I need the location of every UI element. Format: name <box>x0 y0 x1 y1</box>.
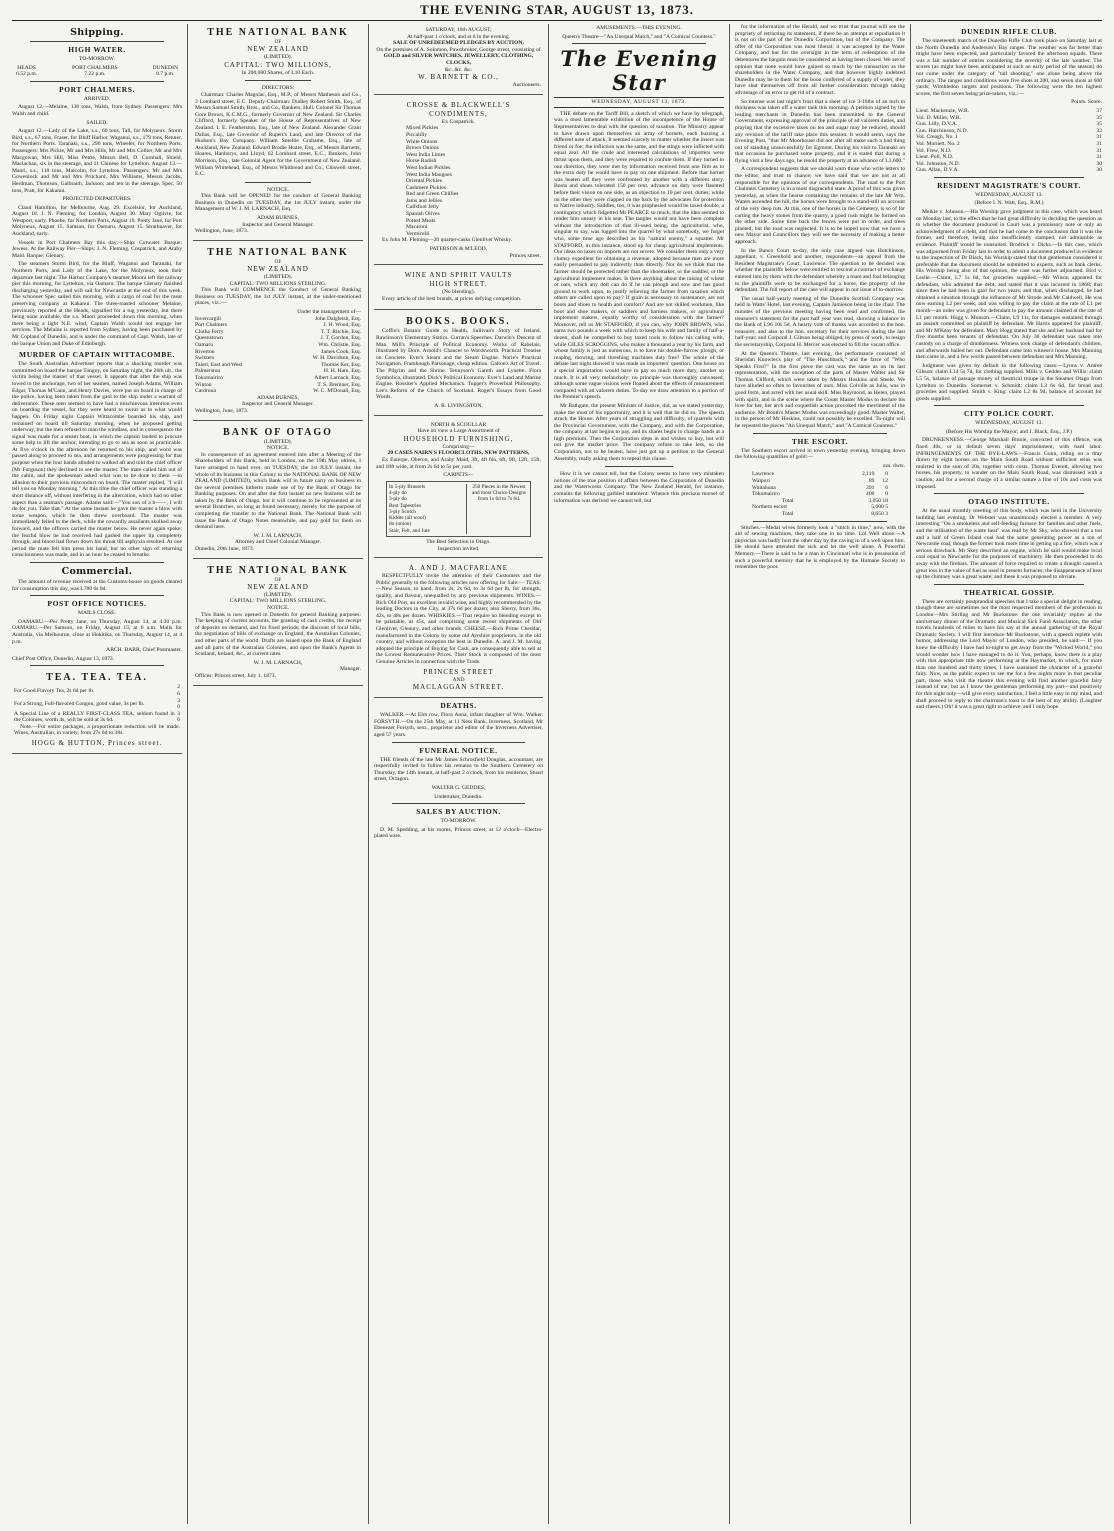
escort-total-row <box>752 498 888 505</box>
escort-ounces: 391 <box>866 484 875 491</box>
rifle-score: 31 <box>1096 147 1102 154</box>
bank-of: OF <box>274 39 282 45</box>
condiments-also: Ex John M. Fleming—20 quarter-casks Glenlivet Whisky. <box>382 237 513 244</box>
section-title-commercial: Commercial. <box>61 565 133 577</box>
column-adverts <box>374 24 543 1524</box>
rifle-score-row <box>916 108 1102 115</box>
rifle-title: DUNEDIN RIFLE CLUB. <box>961 27 1057 36</box>
post-title: POST OFFICE NOTICES. <box>47 599 147 609</box>
furnishing-intro: Have on view a Large Assortment of <box>417 428 500 435</box>
escort-grand-label: Total <box>782 510 794 517</box>
commercial-text: The amount of revenue received at the Customs-house on goods cleared for consumption this day, was L780 6s 8d. <box>12 578 182 592</box>
divider <box>753 433 887 434</box>
rifle-score: 37 <box>1096 107 1102 114</box>
projected-text: Claud Hamilton, for Melbourne, Aug. 29. Excelsior, for Auckland, August 18. J. N. Fleming, for London, August 30. Mary Ogilvie, for Westport, early. Phoebe, for Northern Ports, August 19. Pretty Jane, for Port Molyneux, August 15. Samson, for Oamaru, August 15. Strathnaver, for Auckland, early. <box>12 204 182 238</box>
directors-title: DIRECTORS: <box>261 85 295 92</box>
column-leader <box>554 24 724 1524</box>
divider <box>605 466 673 467</box>
tide-entry <box>153 65 178 78</box>
escort-place: Waitahuna <box>752 484 776 491</box>
tea-label: For a Strong, Full-flavored Congou, good value, 3s per lb. <box>14 700 145 707</box>
condiments-title: CROSSE & BLACKWELL'S CONDIMENTS, <box>406 100 511 118</box>
macfarlane-text: RESPECTFULLY invite the attention of their Customers and the Public generally to the following articles now offering for Sale:— TEAS.—New Season, to hand, from 2s, 2s 6d, to 3s 6d per lb, for strength, quality, and flavour, unequalled by any previous shipments. WINES.—Rich Old Port, an excellent invalid wine, and highly recommended by the leading Doctors in the City, at 37s 6d per dozen; also Sherry, from 36s, 42s, to 48s per dozen. WHISKIES.—That require no blending except to be palatable, at 45s, and comprising some recent shipments of Old Glenlivet, Glenury, and other brands. CHEESE.—Rich Prime Cheddar, manufactured in the Colony by some old Ayrshire proprietors, in the old country, and without exception the best in Dunedin. A. and J. M. having adopted the principle of Buying for Cash, are consequently able to sell at the Lowest Remunerative Prices. Their Stock is composed of the most Genuine Articles in connection with the Trade. <box>376 573 541 665</box>
tea-signature: HOGG & HUTTON, Princes street. <box>31 739 163 748</box>
agency-manager: John Dalgleish, Esq. <box>315 315 361 322</box>
escort-table <box>752 471 888 517</box>
escort-row <box>752 491 888 498</box>
pledge-sale-advert <box>374 24 543 95</box>
agency-place: Winton <box>195 381 212 388</box>
column-news <box>735 24 905 1524</box>
books-title: BOOKS. BOOKS. <box>406 316 511 328</box>
sale-goods: GOLD and SILVER WATCHES, JEWELLERY, CLOTHING, CLOCKS, <box>383 53 534 66</box>
rm-title: RESIDENT MAGISTRATE'S COURT. <box>937 180 1081 190</box>
rifle-competitor: Vol. Mornett, No. 2 <box>916 140 960 147</box>
notice-place: Wellington, June, 1873. <box>195 228 249 235</box>
escort-row <box>752 485 888 492</box>
rifle-score: 32 <box>1096 127 1102 134</box>
condiments-advert <box>374 98 543 265</box>
arrived-text: August 12.—Melaine, 136 tons, Walsh, from Sydney. Passengers: Mrs Walsh and child. <box>12 104 182 117</box>
rifle-competitor: Gun. Allan, D.V.A. <box>916 167 959 174</box>
bank-name: THE NATIONAL BANK <box>207 246 349 258</box>
police-title: CITY POLICE COURT. <box>964 409 1054 419</box>
agency-place: Taieri, East and West <box>195 361 243 368</box>
agency-row <box>195 349 361 356</box>
agency-manager: J. T. Gordon, Esq. <box>320 335 361 342</box>
divider <box>30 41 164 42</box>
sale-place: On the premises of A. Solomon, Pawnbroker, George street, consisting of <box>376 46 541 53</box>
divider <box>30 81 164 82</box>
tide-place: HEADS <box>17 64 36 71</box>
dateline: WEDNESDAY, AUGUST 13, 1873. <box>554 97 724 108</box>
rifle-competitor: Vol. D. Miller, W.R. <box>916 114 962 121</box>
otago-bank-name: BANK OF OTAGO <box>223 426 333 438</box>
deaths-text: WALKER.—At Elm row, Flora Anna, infant daughter of Wm. Walker. FORSYTH.—On the 25th May, at 11 Ness Bank, Inverness, Scotland, Mr Ebenezer Forsyth, seur., proprietor and editor of the Inverness Advertiser, aged 57 years. <box>374 712 543 738</box>
column-shipping <box>12 24 182 1524</box>
rifle-score: 31 <box>1096 154 1102 161</box>
rm-text: Meikle v. Johnson.—His Worship gave judgment in this case, which was heard on Monday last, to the effect that he had great difficulty in deciding the question as to whether the document produced in Court was a promissory note or only an acknowledgment of a debt, and that he had come to the conclusion that it was the former, and therefore, being also insufficiently stamped, not admissible as evidence. Plaintiff would be nonsuited. Brodrick v. Dicks.—In this case, which was adjourned from Friday last in order to admit a document produced in evidence to the inspection of Dr Black, his Worship stated that that gentleman considered it preferable that the document should be submitted to experts, such as bank clerks. His Worship being also of that opinion, the case was further adjourned. Bird v. Leslie.—Claim, L7 1s 6d, for groceries supplied.—Mr Wilson appeared for defendant, who admitted the debt, and stated that it was incurred in 1868; that since then he had been in gaol for two years; and that, when discharged, he had obtained a situation through the influence of Mr Strode and Mr Caldwell. He was now earning L2 per week, and was willing to pay the claim at the rate of L1 per month—an order was given for defendant to pay the amount claimed at the rate of L1 per month. Hogg v. Monson.—Claim, L9 11s, for damages sustained through an assault committed on plaintiff by defendant. Mr Harris appeared for plaintiff, and Mr M'Keay for defendant. Mary Hogg stated that she and her husband had for five months been tenants of defendant. On July 30 defendant was taken into custody on a charge of drunkenness. Witness took charge of defendant's children, and afterwards bailed her out. Defendant came into witness's house. Mrs Manning then came in, and a few words passed between defendant and Mrs Manning. <box>916 209 1102 361</box>
rm-text-2: Judgment was given by default in the following cases:—Lyons v. Antree Gibson: claim L14 5s 7d, for clothing supplied. Mills v. Geddes and Willis: claim L5 5s, balance of passage money of theatrical troupe in the Steamer Otago from Lyttelton to Dunedin. Somerset v. Schmidt: claim L3 6s 6d, for bread and groceries and supplied. Smith v. King: claim L2 8s 9d, balance of account for goods supplied. <box>916 362 1102 402</box>
tea-label: A Special Line of a REALLY FIRST-CLASS TEA, seldom found in the Colonies, worth 4s, will be sold at 3s 6d. <box>14 710 175 724</box>
bank-capital: CAPITAL: TWO MILLIONS STERLING. <box>229 598 327 605</box>
shipping-news: The steamers Storm Bird, for the Bluff, Waganui and Taranaki, for Northern Ports, and Lady of the Lake, for the Molyneux, took their departure last night. The Harbor Company's steamer Mooni left the railway pier this morning, for Lyttelton, via Oamaru. The barque Glenary finished discharging yesterday, and will sail for Newcastle at the end of this week. The schooner Spec sailed this morning, with a cargo of coal for the meat preserving company at Kakanui. The three-masted schooner Melaine, previously reported at the Heads, signalled for a tug yesterday, but there being none available, the s.s. Maori proceeded down this morning, when there being a light N.E. wind, Captain Walsh would not engage her services. The Melaine is reported from Sydney, having been purchased by Mr Copland of Dunedin, and is under the command of Capt. Walsh, late of the barque Union and Duke of Edinburgh. <box>12 261 182 347</box>
rifle-score: 30 <box>1096 167 1102 174</box>
wine-sub: (No blending). <box>442 289 475 296</box>
theatrical-text: There are certainly postprandial speeches that I take a special delight in reading, though these are sometimes not the most respected members of the profession in London—Mrs Stirling and Mr Buckstone: the one invariably replies at the anniversary dinner of the Dramatic and Musical Sick Fund Association, the other travels hundreds of miles to have his say at the annual gathering of the Royal Dramatic Society. I will first introduce Mr Buckstone, with a speech replete with humor, addressing the Lord Mayor of London, who presided, he said:— If you knew the difficulty I have had to-night to get away from the "Wicked World," you would wonder how I have managed to do it. You, perhaps, know there is a play with that appropriate title now performing at the Haymarket, in which, for more than one hundred and thirty times, I have sustained the character of a graceful fairy. Now, as the public expect to see me for a few nights more in that peculiar part, those who visit the theatre this evening will find another graceful fairy instead of me; but as I know the gentleman performing my part—and positively for this night only—will give every satisfaction, I feel a little easy in my mind, and shall proceed to reply to the chairman's toast to the best of my ability. (Laughter and cheers.) Oh! it was a great right to achieve, and I only hope <box>916 598 1102 711</box>
leader-article-3: How it is we cannot tell, but the Colony seems to have very mistaken notions of the true position of affairs between the Corporation of Dunedin and the Waterworks Company. The New Zealand Herald, for instance, contains the following garbled statement: Whence this precious morsel of information was derived we cannot tell, but <box>554 471 724 504</box>
tea-price: 3 6 <box>177 710 180 724</box>
rifle-score-row <box>916 167 1102 174</box>
tea-note: Note.—For entire packages, a proportionate reduction will be made. Wines, Australian, in variety, from 27s 6d to 38s. <box>14 723 180 737</box>
escort-north: 5,600 5 <box>871 504 888 511</box>
macfarlane-advert <box>374 561 543 698</box>
leader-article-2: Mr Bathgate, the present Minister of Justice, did, as we stated yesterday, make the most of his opportunity, and it is well that he did so. The speech struck the House. After years of struggling and difficulty, of quarrels with the Provincial Government, with the Company, and with the Corporation, the company at last begins to pay, and its shares begin to change hands at a high premium. Then the Corporation steps in and wishes to buy, but will not give the market price. The company refuse to take less, so the Corporation, not to be beaten, have just got up a petition to the General Assembly, really asking them to repeal this clause. <box>554 402 724 462</box>
rifle-competitor: Vol. Frew, N.D. <box>916 147 952 154</box>
divider <box>934 493 1084 494</box>
nameplate: The Evening Star <box>560 46 718 96</box>
divider <box>245 80 311 81</box>
agency-row <box>195 375 361 382</box>
escort-place: Lawrence <box>752 471 775 478</box>
escort-ounces: 2,119 <box>862 471 875 478</box>
institute-text: At the usual monthly meeting of this body, which was held in the University building last evening, Dr Webster was unanimously elected a member. A very interesting "On a smokeless and self-feeding furnace for families and other fuels, and the utilisation of the waste heat" was read by Mr Sky, who showed that a ton and a half of Green Island coal had the same generating power as a ton of Newcastle coal, though the former took more time in getting up a fire, which was a serious drawback. Mr Skey described an engine, which he said would make local coal equal to Newcastle for the purposes of machinery. He then proceeded to do away with the firebars. The amount of force required to create a draught caused a great loss in the value of fuel as used in present furnaces; the disappearance of heat up the chimney was a great waste; and these it was proposed to obviate. <box>916 508 1102 581</box>
rifle-score: 31 <box>1096 140 1102 147</box>
rifle-score-row <box>916 148 1102 155</box>
agency-place: Oamaru <box>195 342 214 348</box>
divider <box>30 562 164 563</box>
leader-article: THE debate on the Tariff Bill, a sketch of which we have by telegraph, was a most lamentable exhibition of the incompetence of the House of Representatives to deal with the question of taxation. The Ministry appear to have drawn upon themselves an army of hornets, each buzzing a different note of attack. It seemed scarcely to matter whether the insect was friend or foe; the infliction was the same, and the stings were inflicted with equal zeal. All the crude and interested calculations of importers were thrust upon them, and they were required to confute them. If they turned in one direction, they were met by information received from one firm as to the extra duty he would have to pay on one shipment. Before that hornet was beaten off they were confronted by another with a different story. Boots and shoes tolerated 150 per cent. advance on duty were flaunted before their vision on one side, as an objection to 10 per cent. duties; while on the other they were clapped on the back by the advocates for protection to Native industry. Saddles, too, it was prophesied would be taxed double, a contingency which fidgetted Mr PEARCE so much, that the idea seemed to render him uneasy in his seat. The tangles would not have been complete without the introduction of that ill-used being, the agriculturist, who, singular to say, was lugged into the quarrel by what somebody, we forget who, some time ago described as his "natural enemy," a squatter. Mr STAFFORD, in this instance, stood up for cheap agricultural implements. Our ideas on taxes on imports are not severe. We consider them only a very clumsy expedient for obtaining a revenue, adopted because men are more easily persuaded to pay indirectly than directly. Nor do we think that the farmer should be protected rather than the shoemaker, or the saddler, or the agricultural implement maker. Is there anything about the raising of wheat or oats, which any dolt can do if he can plough and sow and has good ground to work upon, to justify relieving the farmer from taxation which others are called upon to pay? If grain is necessary to sustenance, are not boots and shoes to health and comfort? And are not skilled workmen, like boot and shoe makers, or saddlers and harness makers, or agricultural implement makers, equally worthy of consideration with the farmer? Moreover, tell us Mr STAFFORD, if you can, why JOHN BROWN, who earns two pounds a week with which to keep his wife and family of half-a-dozen, shall be compelled to buy taxed tools to follow his calling with, while GILES SCROGGINS, who makes a thousand a year by his farm, and whose family is just as numerous, is to have his double-furrow plough, or reaping, mowing, and threshing machines duty free? The whole of the debate last night showed it was made an importers' question. One house on a special importation would have to pay so much more duty, another so much. It is all very melancholy: no principle was thoroughly canvassed, although some vague visions were floated about the effects of measurement compared with ad valorem duties. To-day we draw attention to a portion of the Premier's speech. <box>554 110 724 401</box>
agency-row <box>195 355 361 362</box>
notice-signature-role: Manager. <box>340 666 361 673</box>
otago-place: Dunedin, 20th June, 1873. <box>195 546 255 553</box>
escort-pennyweights: 6 <box>885 484 888 491</box>
high-water-title: HIGH WATER. <box>68 45 126 54</box>
news-paragraph: In the Banco Court to-day, the only case argued was Hutchinson, appellant, v. Greenbold and another, respondents—an appeal from the Resident Magistrate's Court, Lawrence. The question to be decided was whether the plaintiffs below were entitled to rescind a contract of exchange entered into by them with the defendant whereby a mare and foal belonging to the plaintiffs were to be exchanged for a horse, the property of the defendant. The full report of the case will appear in our issue of to-morrow. <box>735 247 905 294</box>
escort-row <box>752 478 888 485</box>
otago-limited: (LIMITED). <box>263 438 293 445</box>
vessels-text: Vessels in Port Chalmers Bay this day:—Ship: Cutwater. Barque: Jewess. At the Railway Pier—Ships: J. N. Fleming, Cospatrick, and Araby Maid. Barque: Glenary. <box>12 239 182 259</box>
tea-title: TEA. TEA. TEA. <box>46 672 148 684</box>
funeral-text: THE friends of the late Mr James Schrosfield Douglas, accountant, are respectfully invited to follow his remains to the Southern Cemetery on Thursday, the 14th instant, at half-past 2 o'clock, from his residence, Stuart street, Octagon. <box>374 756 543 783</box>
agency-place: Port Chalmers <box>195 322 228 329</box>
bank-signature: ADAM BURNES, <box>257 394 299 401</box>
escort-ounces: 89 <box>868 478 875 484</box>
column-rule <box>910 24 911 1524</box>
section-title-shipping: Shipping. <box>70 27 124 38</box>
escort-grand-total: 8,650 3 <box>871 510 888 517</box>
news-paragraph: Stitches.—Medal wives formerly took a "stitch in time," now, with the aid of sewing machines, they take one in no time. Lol Well alone.—A physician was badly hurt the other day by the caving in of a well upon him. He should have attended the sick and let the well alone. A Powerful Memory.—There is said to be a man in Cincinnati who is in possession of such a powerful memory that he is employed by the Humane Society to remember the poor. <box>735 524 905 571</box>
escort-pennyweights: 12 <box>882 478 888 484</box>
agency-manager: Wm. Christie, Esq. <box>318 342 361 348</box>
column-banks <box>193 24 363 1524</box>
funeral-signature-role: Undertaker, Dunedin. <box>434 793 483 800</box>
sailed-text: August 12.—Lady of the Lake, s.s., 60 tons, Tall, for Molyneux. Storm Bird, s.s., 67 tons, Fraser, for Bluff Harbor. Waganui, s.s., 179 tons, Renner, for Northern Ports. Taranaki, s.s., 290 tons, Wheeler, for Northern Ports. Passengers: Mrs Pickie, Mr and Mrs Hills, Mr and Mrs Collier, Mr and Mrs Macgowan, Mrs Hill, Miss Petrie, Messrs Bell, D. Cornhall, Shield, Maclachan, six in the steerage, and 11 Chinese for Lyttelton. August 13.—Maori, s.s., 118 tons, Malcolm, for Lyttelton. Passengers: Mr and Mrs Gowenlock and Mr and Mrs Pritchard, Mrs Williams, Messrs Jacobs, Herdman, Thomson, Galbraith, Jackson; and ten in the steerage. Spec, 50 tons, Pratt, for Kakanui. <box>12 128 182 194</box>
agency-place: Switzers <box>195 355 215 362</box>
divider <box>392 803 525 804</box>
escort-text: The Southern escort arrived in town yesterday evening, bringing down the following quantities of gold:— <box>735 447 905 461</box>
wine-advert <box>374 268 543 310</box>
rifle-score-row <box>916 121 1102 128</box>
rifle-competitor: Gun. Lilly, D.V.A. <box>916 121 958 128</box>
furnishing-advert <box>374 419 543 559</box>
rifle-score-row <box>916 154 1102 161</box>
rifle-text: The nineteenth match of the Dunedin Rifle Club took place on Saturday last at the North Dunedin and Anderson's Bay ranges. The weather was far better than might have been expected, and particularly favored the afternoon squads. There was a fair number of entries considering the severity of the late weather. The scores (as might have been anticipated at such an early period of the season) do not come under the category of "tall shooting," one alone being above the ordinary. The ranges and conditions were five shots at 200, and seven shots at 600 yards; Wimbledon targets and positions. The following were the ten highest scores, the first seven being prize-takers, viz.:— <box>916 38 1102 97</box>
wine-place: HIGH STREET. <box>429 280 488 289</box>
divider <box>392 742 525 743</box>
tea-advert <box>12 669 182 754</box>
books-list: Coffin's Botanic Guide to Health. Sullivan's Story of Ireland. Rawlinson's Elementary Statics. Curran's Speeches. Darwin's Descent of Man. Mill's Principle of Political Economy. Works of Rabelais, illustrated by Dore. Arnold's Chaucer to Wordsworth. Practical Treatise on Concrete. Ever's Steam and the Steam Engine. Norie's Practical Navigation. Frambough Parsonage, cheap edition. Galton's Art of Travel. The Pilgrim and the Shrine. Tennyson's Gareth and Lynette. Flora Symbolica, illustrated. Dick's Political Economy. Ever's Land and Marine Engine. Rossiter's Applied Mechanics. Tupper's Proverbial Philosophy. Lee's Reform of the Church of Scotland. Roger's Essays from Good Words. <box>376 328 541 401</box>
escort-north-label: Northern escort <box>752 504 787 511</box>
carpets-note: 250 Pieces in the Newest and most Choice Designs from 1s 6d to 7s 6d. <box>466 484 528 534</box>
bank-text: This Bank will COMMENCE the Conduct of General Banking Business on TUESDAY, the 1st JULY instant, at the under-mentioned places, viz.:— <box>195 287 361 307</box>
sailed-label: SAILED. <box>86 119 108 126</box>
carpets-inspection: Inspection invited. <box>437 545 480 552</box>
rifle-score: 31 <box>1096 134 1102 141</box>
macfarlane-title: A. AND J. MACFARLANE <box>408 564 509 573</box>
carpets-foot: The Best Selection in Otago. <box>426 539 491 546</box>
wine-text: Every article of the best brands, at prices defying competition. <box>382 295 522 302</box>
agency-row <box>195 362 361 369</box>
rifle-score-row <box>916 161 1102 168</box>
condiments-ship: Ex Cospatrick. <box>441 118 476 125</box>
agency-row <box>195 342 361 349</box>
police-date: WEDNESDAY, AUGUST 13. <box>975 420 1043 427</box>
agency-manager: H. H. Hare, Esq. <box>323 368 361 375</box>
divider <box>934 584 1084 585</box>
agency-place: Riverton <box>195 348 215 355</box>
sale-time: At half-past 1 o'clock, and at 6 in the evening. <box>406 33 511 40</box>
books-signature: A. R. LIVINGSTON. <box>434 402 483 409</box>
tide-entry <box>72 65 118 78</box>
bank-limited: (LIMITED). <box>263 274 293 281</box>
rifle-score-row <box>916 115 1102 122</box>
projected-label: PROJECTED DEPARTURES. <box>62 196 132 203</box>
escort-pennyweights: 0 <box>885 471 888 478</box>
agency-place: Queenstown <box>195 335 223 342</box>
escort-total: 3,050 18 <box>868 497 888 504</box>
macfarlane-and: AND <box>452 676 465 683</box>
institute-title: OTAGO INSTITUTE. <box>968 497 1050 507</box>
divider <box>572 43 706 44</box>
books-advert <box>374 313 543 415</box>
news-paragraph: A correspondent suggests that we should warn those who write letters to the editor, and trust to chance; we have said that we are not at all responsible for the opinions of our correspondents. The road to the Port Chalmers Cemetery is in a most disgraceful state. A proof of this was given yesterday, as when the hearse containing the remains of the late Mr Wm. Waters ascended the hill, the horses were brought to a stand-still on account of the very deep ruts. At this, one of the horses in the Cemetery, is so of for carting the heavy stones from the quarry, a good rush might be formed on the other side. Some time back the fences were put in order, and trees planted, but the road was neglected. It is to be hoped now that we have a new Mayor and Councillors they will see the necessity of making a better approach. <box>735 166 905 245</box>
agency-row <box>195 329 361 336</box>
agency-manager: T. T. Ritchie, Esq. <box>320 328 361 335</box>
divider <box>753 521 887 522</box>
rifle-competitor: Vol. Creagh, No. 1 <box>916 134 958 141</box>
agency-place: Palmerston <box>195 368 221 375</box>
rifle-competitor: Gun. Hutchinson, N.D. <box>916 127 968 134</box>
escort-total-label: Total <box>782 497 794 504</box>
rifle-competitor: Lieut. Mackenzie, W.R. <box>916 107 970 114</box>
macfarlane-place2: MACLAGGAN STREET. <box>412 683 505 692</box>
furnishing-floorcloths: 20 CASES NAIRN'S FLOORCLOTHS, NEW PATTERNS, <box>387 450 530 457</box>
tide-place: PORT CHALMERS <box>71 64 118 71</box>
notice-place: Offices: Princes street, July 1, 1873. <box>195 672 276 679</box>
rifle-competitor: Vol. Johnston, N.D. <box>916 160 961 167</box>
agency-place: Tokomairiro <box>195 374 223 381</box>
otago-signature-role: Attorney and Chief Colonial Manager. <box>234 539 322 546</box>
page-masthead: THE EVENING STAR, AUGUST 13, 1873. <box>419 2 695 17</box>
bank-country: NEW ZEALAND <box>247 45 309 54</box>
tide-place: DUNEDIN <box>152 64 178 71</box>
rifle-score: 30 <box>1096 160 1102 167</box>
carpets-list: In 5-ply Brussels 4-ply do 3-ply do Best Tapestries 3-ply Scotch Kidder (all wool) do (union) Stair, Felt, and Jute <box>389 483 430 534</box>
notice-text: This Bank is now opened in Dunedin for general Banking purposes: The keeping of current accounts, the granting of cash credits, the receipt of deposits on demand, and for fixed periods; the discount of local bills, the negotiation of bills of exchange on England, the Australian Colonies, and other parts of the world. Drafts are issued upon the Bank of England and all parts of the Australian Colonies, and upon the Bank's Agents in Scotland, Ireland, &c., at current rates. <box>195 611 361 658</box>
agency-manager: W. H. Davidson, Esq. <box>312 355 361 362</box>
notice-signature: ADAM BURNES, <box>257 215 299 222</box>
agency-place: Invercargill <box>195 315 221 322</box>
tea-price-list <box>14 684 180 724</box>
agency-manager: T. S. Bremner, Esq. <box>317 381 361 388</box>
tea-price: 3 0 <box>177 697 180 711</box>
sale-title: SALE OF UNREDEEMED PLEDGES BY AUCTION, <box>393 40 524 47</box>
agency-manager: J. H. Wood, Esq. <box>323 322 361 329</box>
furnishing-comprising: Comprising— <box>442 443 475 450</box>
agency-place: Clutha Ferry <box>195 328 224 335</box>
theatrical-title: THEATRICAL GOSSIP. <box>963 587 1055 597</box>
rm-before: (Before I. N. Watt, Esq., R.M.) <box>974 200 1044 207</box>
high-water-sub: TO-MORROW. <box>79 56 115 62</box>
bank-name: THE NATIONAL BANK <box>207 564 349 576</box>
rifle-scores <box>916 108 1102 174</box>
wine-title: WINE AND SPIRIT VAULTS <box>404 271 513 280</box>
escort-grand-row <box>752 511 888 518</box>
tide-time: 6.52 p.m. <box>16 71 38 78</box>
police-text: DRUNKENNESS.—George Marshall Binnie, convicted of this offence, was fined 40s, or in default seven days' imprisonment, with hard labor. INFRINGEMENTS OF THE BYE-LAWS.—Francis Gunn, riding on a dray drawn by eight horses on the Main South Road without sufficient reins was mulcted in the sum of 20s, together with costs. Thomas Everett, allowing two horses, his property, to wander on the Main South Road, was dismissed with a caution; and for a second charge of a similar nature a fine of 10s and costs was imposed. <box>916 437 1102 490</box>
deaths-title: DEATHS. <box>440 701 477 711</box>
bank-place: Wellington, June, 1873. <box>195 407 249 414</box>
escort-place: Tokomairiro <box>752 491 780 498</box>
rifle-score-row <box>916 134 1102 141</box>
escort-pennyweights: 0 <box>885 491 888 498</box>
furnishing-details: Ex Euterpe, Oberon, and Araby Maid, 3ft, 4ft 6in, 6ft, 9ft, 12ft, 15ft, and 18ft wide, at from 2s 6d to 5s per yard. <box>376 456 541 470</box>
divider <box>30 595 164 596</box>
agency-row <box>195 382 361 389</box>
agencies-table <box>195 316 361 395</box>
macfarlane-place: PRINCES STREET <box>423 667 494 676</box>
otago-bank-advert <box>193 424 363 559</box>
bank-advert <box>193 24 363 241</box>
furnishing-title: HOUSEHOLD FURNISHING, <box>403 434 514 443</box>
escort-place: Waipori <box>752 478 770 484</box>
agency-row <box>195 368 361 375</box>
tide-time: 7.22 p.m. <box>84 71 106 78</box>
funeral-title: FUNERAL NOTICE. <box>419 745 498 755</box>
police-before: (Before His Worship the Mayor; and J. Black, Esq., J.P.) <box>945 428 1073 435</box>
news-paragraph: So intense was last night's frost that a sheet of ice 3-16ths of an inch in thickness was taken off a water tank this morning. A petition signed by the leading merchants in Dunedin has been transmitted to the General Government, expressing approval of the principle of ad valorem duties, and praying that the excessive taxes on tea and sugar may be reduced, should any revision of the tariff take place this session. It would seem, says the Evening Post, "that Mr Moorhouse did not after all make such a bad thing out of standing unsuccessfully for Egmont. During his visit to Taranaki on that occasion he purchased some property, and it is stated that during a flying visit a few days ago, he resold the property at an advance of L1,600." <box>735 98 905 164</box>
bank-advert <box>193 562 363 686</box>
bank-of: OF <box>274 258 282 265</box>
column-rule <box>368 24 369 1524</box>
news-paragraph: for the information of the Herald, and we trust that journal will see the propriety of retracting its statement, if there be an attempt at repudiation it is not on the part of the Dunedin Corporation, but of the Company. The offer of the Corporation was most liberal: it was accepted by the Water Company, and but for the oversight in the term of redemption of the debentures the bargain must be considered as having been closed. We are of opinion that none would have gained so much by the transaction as the shareholders in the Water Company, and that however highly indebted Dunedin may be to them for the boon conferred of a supply of water, they have shut themselves off from all further consideration through taking advantage of an error to get rid of a contract. <box>735 24 905 96</box>
tea-label: For Good Flavory Tea, 2s 6d per lb. <box>14 687 95 694</box>
sale-auctioneer-role: Auctioneers. <box>512 82 541 89</box>
divider <box>30 665 164 666</box>
tea-row <box>14 684 180 697</box>
agency-row <box>195 316 361 323</box>
escort-row <box>752 471 888 478</box>
agency-manager: Albert Larnach, Esq. <box>314 374 361 381</box>
post-signature: ARCH. BARR, Chief Postmaster. <box>106 647 182 654</box>
notice-signature-role: Inspector and General Manager. <box>242 221 314 228</box>
bank-shares: In 200,000 Shares, of L10 Each. <box>241 69 315 76</box>
tide-time: 8.7 p.m. <box>156 71 175 78</box>
escort-title: THE ESCORT. <box>791 436 849 446</box>
bank-capital: CAPITAL: TWO MILLIONS STERLING. <box>229 280 327 287</box>
mails-close: MAILS CLOSE. <box>78 610 116 617</box>
bank-of: OF <box>274 576 282 583</box>
escort-units: ozs. dwts. <box>882 462 905 469</box>
rifle-score: 35 <box>1096 114 1102 121</box>
auction-text: D. M. Spedding, at his rooms, Princes street, at 12 o'clock—Electro-plated ware. <box>374 826 543 840</box>
divider <box>934 405 1084 406</box>
directors-list: Chairman: Charles Magniac, Esq., M.P., of Messrs Matheson and Co., 3 Lombard street, E.C. Deputy-Chairman: Dudley Robert Smith, Esq., of Messrs Samuel Smith, Bros., and Co., Bankers, Hull. Colonel Sir Thomas Gore Brown, K.C.M.G., formerly Governor of New Zealand. Sir Charles Clifford, formerly Speaker of the House of Representatives of New Zealand. I. E. Featherston, Esq., late of New Zealand. Alexander Grant Dallas, Esq., late Governor of Rupert's Land, and late Director of the Hudson's Bay Company. William Smellie Grahame, Esq., late of Auckland, New Zealand. Edward Brodie Hoare, Esq., of Messrs Barnetts, Hoares, Hanburys, and Lloyd, 62 Lombard street, E.C., Bankers. John Morrison, Esq., late Colonial Agent for the Government of New Zealand. William Whitehead, Esq., of Messrs Whitbread and Co., Chiswell street, E.C. <box>195 91 361 178</box>
otago-signature: W. J. M. LARNACH, <box>253 532 303 539</box>
notice-signature: W. J. M. LARNACH, <box>253 659 303 666</box>
post-place: Chief Post Office, Dunedin, August 13, 1873. <box>12 655 115 662</box>
agency-manager: James Cook, Esq. <box>321 348 361 355</box>
notice-text: This Bank will be OPENED for the conduct of General Banking Business in Dunedin on TUESDAY, the 1st JULY instant, under the Management of W. J. M. LARNACH, Esq. <box>195 193 361 213</box>
murder-text: The South Australian Advertiser reports that a shocking murder was committed on board the barque Tongoy, on Saturday night, the 26th ult., the victim being the master of that vessel. It appears that after the ship was towed to the anchorage, two of her seamen, named Joseph Adams, William Edgar, Thomas M'Cann, and Henry Davies, were put on board in charge of the police, having been taken from the gaol to the ship under a warrant of deliverance. These men seemed to have had a mischievous intention even on boarding the vessel, for they were heard to swear as to what would happen. On Friday night Captain Wittacombe boarded his ship, and remained on board till Saturday morning, when he proposed getting underway, but the men refused to man the windlass, and in consequence the signal was made for a steam boat, in which the captain landed to procure some help to lift the anchor, intending to go to sea as soon as practicable. At five o'clock in the afternoon he returned to his ship, and word was passed along to proceed to sea, and arrangements were progressing for that purpose when the four hands alluded to walked aft and told the chief officer (Mr Furguson) they declined to see the master. The mate called him out of the cabin, and the spokesman asked what was to be done to them —in allusion to their previous misconduct on board. The master replied, "I will tell you on Monday morning." At this time the chief officer was standing a short distance off, without interfering in the altercation, which had no other aspect than a seaman's passage. Adams said:—"You son of a b——, I will do for you. Take that." At the same instant he gave the master a blow with some weapon, which he then threw overboard. The master was immediately felled to the deck, while the cowardly assailants skulked away forward, and the officers carried the master below. He never again spoke; the fearful blow he had received had gashed the upper lip completely through, and blood had flown down his throat till asphyxia resulted. At one period the mate felt him press his hand, but no other sign of returning consciousness was made, and in an hour he ceased to breathe. <box>12 361 182 559</box>
tea-price: 2 6 <box>177 684 180 697</box>
divider <box>245 182 311 183</box>
column-rule <box>548 24 549 1524</box>
bank-country: NEW ZEALAND <box>247 265 309 274</box>
news-paragraph: The usual half-yearly meeting of the Dunedin Scottish Company was held in Watts' Hotel, last evening, Captain Jamieson being in the chair. The minutes of the previous meeting having been read and confirmed, the treasurer's statement for the past half year was read, showing a balance in the Bank of L96 10s 5d. A hearty vote of thanks was accorded to the hon. treasurer, and also to the hon. secretary for their services during the last half-year; and Corporal J. Gibson being obliged, by press of work, to resign the secretaryship, Corporal H. Mercer was elected to fill the vacant office. <box>735 295 905 348</box>
agency-place: Cardrona <box>195 388 216 395</box>
rifle-score: 35 <box>1096 121 1102 128</box>
agency-manager: W. C. M'Douall, Esq. <box>313 388 361 395</box>
tea-row <box>14 711 180 724</box>
rifle-score-row <box>916 141 1102 148</box>
column-rule <box>729 24 730 1524</box>
arrived-label: ARRIVED. <box>83 95 111 102</box>
column-courts <box>916 24 1102 1524</box>
port-title: PORT CHALMERS. <box>59 84 135 94</box>
funeral-signature: WALTER G. GEDDES, <box>431 784 486 791</box>
agency-row <box>195 388 361 395</box>
column-rule <box>187 24 188 1524</box>
amusements-text: Queen's Theatre—"An Unequal Match," and "A Comical Countess." <box>562 33 716 40</box>
bank-name: THE NATIONAL BANK <box>207 27 349 38</box>
agencies-head: Under the management of— <box>297 309 361 316</box>
rifle-head: Points. Score. <box>1071 99 1102 106</box>
amusements-title: AMUSEMENTS.—THIS EVENING. <box>596 25 682 31</box>
condiments-signature: PATERSON & M'LEOD, <box>429 246 488 253</box>
condiments-place: Princes street. <box>509 252 541 259</box>
bank-limited: (LIMITED). <box>263 591 293 598</box>
news-paragraph: At the Queen's Theatre, last evening, the performance consisted of Sheridan Knowles's play of "The Hunchback," and the farce of "Who Speaks First?" In the first piece the cast was the same as on its last representation, with the exception of the parts of Master Walter and Sir Thomas Clifford, which were taken by Messrs Hoskins and Steele. We have alluded so often to favourites of ours. Miss Colville as Julia, was in good form, and acted with her usual skill. Miss Raymond, as Helen, played with spirit, and in the scene where the Count Master Modus to declare his love for her, her arch and coquettish action provoked the merriment of the audience. Mr Booth's Master Modus was exceedingly good. Master Walter, in the person of Mr Hoskins, could not possibly be excelled. To-night will be repeated the pieces "An Unequal Match," and "A Comical Countess." <box>735 350 905 430</box>
agency-row <box>195 322 361 329</box>
bank-advert <box>193 244 363 421</box>
masthead-rule <box>12 20 1102 21</box>
escort-ounces: 400 <box>866 491 875 498</box>
furnishing-firm: NORTH & SCOULLAR <box>430 421 487 428</box>
carpets-box <box>386 481 531 537</box>
escort-north-row <box>752 504 888 511</box>
agency-row <box>195 335 361 342</box>
sale-auctioneer: W. BARNETT & CO., <box>418 73 499 82</box>
carpets-title: CARPETS— <box>443 472 474 479</box>
tide-entry <box>16 65 37 78</box>
condiments-list: Mixed Pickles Piccalilly White Onions Brown Onions West India Limes Horse Radish West Indian Pickles West India Mangoes Oriental Pickles Cashmere Pickles Red and Green Chillies Jams and Jellies Calfsfoot Jelly Spanish Olives Potted Meats Macaroni Vermicelli <box>406 125 459 237</box>
bank-limited: (LIMITED). <box>263 54 293 61</box>
rifle-score-row <box>916 128 1102 135</box>
notice-title: NOTICE. <box>267 605 289 612</box>
bank-capital: CAPITAL: TWO MILLIONS, <box>224 60 332 69</box>
sale-date: SATURDAY, 16th AUGUST, <box>425 27 492 33</box>
auction-sub: TO-MORROW. <box>440 818 477 825</box>
tea-row <box>14 698 180 711</box>
auction-title: SALES BY AUCTION. <box>416 807 501 817</box>
divider <box>934 177 1084 178</box>
bank-country: NEW ZEALAND <box>247 582 309 591</box>
bank-signature-role: Inspector and General Manager. <box>242 401 314 408</box>
notice-title: NOTICE. <box>267 186 289 193</box>
agency-manager: Thomas Ker, Esq. <box>320 361 361 368</box>
rm-date: WEDNESDAY, AUGUST 13. <box>975 191 1043 198</box>
post-text: OAMARU.—Per Pretty Jane, on Thursday, August 14, at 4.30 p.m. OAMARU.—Per Samson, on Friday, August 15, at 6 a.m. Mails for Australia, via Melbourne, close at Hokitika, on Thursday, August 14, at 4 p.m. <box>12 618 182 645</box>
tide-table <box>16 65 178 78</box>
otago-notice: NOTICE. <box>267 445 289 452</box>
sale-etc: &c. &c. &c. <box>444 66 473 73</box>
otago-text: In consequence of an agreement entered into after a Meeting of the Shareholders of this Bank, held in London, on the 19th May ultimo, I have arranged to hand over, on TUESDAY, the 1st JULY instant, the whole of its business in this Colony to the NATIONAL BANK OF NEW ZEALAND (LIMITED), which Bank will in future carry on business in the several premises hitherto made use of by the Bank of Otago for Banking purposes. On and after the first instant no new business will be taken by the Bank of Otago, but it will continue to be represented at its several Branches, so long as found necessary, merely for the purpose of completing the transfer to the National Bank. The National Bank will issue the Bank of Otago Notes meanwhile, and pay gold for them on demand here. <box>195 451 361 531</box>
murder-title: MURDER OF CAPTAIN WITTACOMBE. <box>19 350 175 360</box>
rifle-competitor: Lieut. Poll, N.D. <box>916 154 954 161</box>
